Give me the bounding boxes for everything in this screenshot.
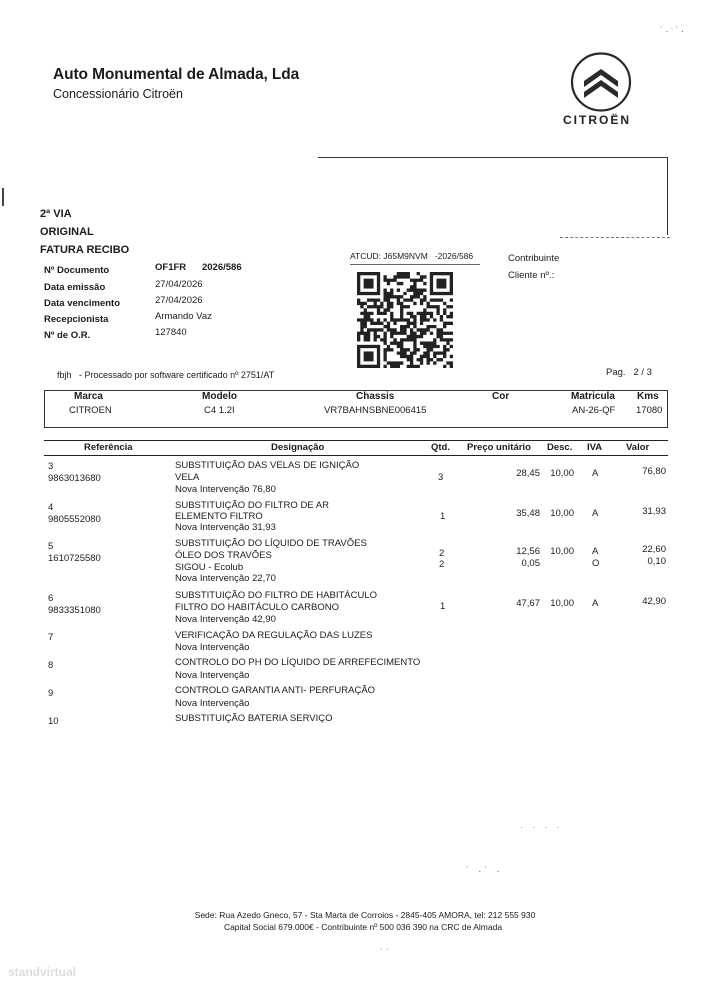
scan-specks: ˙ ·˙ · [466, 866, 503, 877]
issue-date-value: 27/04/2026 [155, 279, 203, 290]
qr-code-icon [357, 272, 453, 368]
row-line-qty: 2 [439, 559, 445, 570]
row-line-designation: SIGOU - Ecolub [175, 562, 244, 573]
doc-number-value: OF1FR 2026/586 [155, 262, 242, 273]
row-line-vat: A [592, 598, 599, 609]
row-title: SUBSTITUIÇÃO DO LÍQUIDO DE TRAVÕES [175, 538, 367, 549]
row-line-price: 35,48 [516, 508, 540, 519]
row-line-designation: VELA [175, 472, 200, 483]
scan-specks: ˙ ˙ [380, 948, 390, 959]
punch-mark [2, 188, 4, 206]
row-intervention: Nova Intervenção 31,93 [175, 522, 276, 533]
row-line-discount: 10,00 [550, 508, 574, 519]
row-line-qty: 2 [439, 548, 445, 559]
row-reference: 1610725580 [48, 553, 101, 564]
row-title: VERIFICAÇÃO DA REGULAÇÃO DAS LUZES [175, 630, 373, 641]
doc-number-label: Nº Documento [44, 265, 110, 276]
citroen-logo-icon [570, 52, 632, 112]
watermark: standvirtual [8, 965, 77, 979]
row-intervention: Nova Intervenção [175, 670, 250, 681]
row-title: SUBSTITUIÇÃO DAS VELAS DE IGNIÇÃO [175, 460, 360, 471]
original-label: ORIGINAL [40, 226, 94, 238]
row-title: CONTROLO GARANTIA ANTI- PERFURAÇÃO [175, 685, 376, 696]
row-number: 9 [48, 688, 54, 699]
row-line-vat: O [592, 558, 600, 569]
row-title: SUBSTITUIÇÃO DO FILTRO DE HABITÁCULO [175, 590, 377, 601]
items-header-preco: Preço unitário [467, 442, 531, 453]
row-number: 7 [48, 632, 54, 643]
brand-wordmark: CITROËN [563, 113, 631, 127]
vehicle-chassis: VR7BAHNSBNE006415 [324, 405, 427, 416]
items-header-valor: Valor [626, 442, 650, 453]
items-header-desc: Desc. [547, 442, 573, 453]
receptionist-value: Armando Vaz [155, 311, 212, 322]
footer-capital: Capital Social 679.000€ - Contribuinte nº 500 036 390 na CRC de Almada [223, 922, 503, 932]
row-line-value: 42,90 [642, 596, 666, 607]
row-line-qty: 1 [440, 511, 446, 522]
vehicle-kms: 17080 [636, 405, 663, 416]
vehicle-header-matricula: Matricula [571, 391, 615, 402]
row-title: SUBSTITUIÇÃO DO FILTRO DE AR [175, 500, 329, 511]
vehicle-marca: CITROEN [69, 405, 112, 416]
row-number: 4 [48, 502, 54, 513]
scan-specks: ˙·ˑ˙· [660, 26, 687, 37]
row-number: 3 [48, 461, 54, 472]
receptionist-label: Recepcionista [44, 314, 109, 325]
row-number: 8 [48, 660, 54, 671]
row-line-value: 0,10 [647, 556, 666, 567]
row-intervention: Nova Intervenção 76,80 [175, 484, 276, 495]
vehicle-header-kms: Kms [637, 391, 659, 402]
row-line-vat: A [592, 546, 599, 557]
document-type: FATURA RECIBO [40, 244, 130, 256]
row-line-designation: ELEMENTO FILTRO [175, 511, 263, 522]
row-title: SUBSTITUIÇÃO BATERIA SERVIÇO [175, 713, 333, 724]
row-line-value: 76,80 [642, 466, 666, 477]
row-line-price: 47,67 [516, 598, 540, 609]
processing-note: fbjh - Processado por software certificado nº 2751/AT [57, 370, 275, 380]
row-intervention: Nova Intervenção 42,90 [175, 614, 276, 625]
row-intervention: Nova Intervenção [175, 642, 250, 653]
vehicle-header-modelo: Modelo [202, 391, 237, 402]
vehicle-matricula: AN-26-QF [572, 405, 616, 416]
vehicle-header-marca: Marca [74, 391, 103, 402]
row-line-value: 31,93 [642, 506, 666, 517]
client-address-box [318, 157, 668, 235]
row-reference: 9805552080 [48, 514, 101, 525]
items-header-qtd: Qtd. [431, 442, 450, 453]
row-number: 10 [48, 716, 59, 727]
row-reference: 9863013680 [48, 473, 101, 484]
row-number: 6 [48, 593, 54, 604]
items-header-iva: IVA [587, 442, 603, 453]
row-number: 5 [48, 541, 54, 552]
atcud-code: ATCUD: J65M9NVM -2026/586 [350, 251, 474, 261]
row-line-qty: 3 [438, 472, 444, 483]
due-date-value: 27/04/2026 [155, 295, 203, 306]
vehicle-modelo: C4 1.2I [204, 405, 235, 416]
due-date-label: Data vencimento [44, 298, 121, 309]
items-header-ref: Referência [84, 442, 133, 453]
or-number-label: Nº de O.R. [44, 330, 91, 341]
vehicle-header-cor: Cor [492, 391, 510, 402]
or-number-value: 127840 [155, 327, 187, 338]
company-name: Auto Monumental de Almada, Lda [53, 66, 300, 83]
page-number: Pag. 2 / 3 [606, 367, 652, 378]
row-line-discount: 10,00 [550, 598, 574, 609]
items-header-des: Designação [271, 442, 325, 453]
copy-label: 2ª VIA [40, 208, 72, 220]
issue-date-label: Data emissão [44, 282, 106, 293]
row-line-price: 28,45 [516, 468, 540, 479]
row-line-price: 12,56 [516, 546, 540, 557]
row-line-vat: A [592, 508, 599, 519]
client-box-divider [560, 237, 670, 238]
row-line-qty: 1 [440, 601, 446, 612]
company-subtitle: Concessionário Citroën [53, 87, 183, 101]
row-line-discount: 10,00 [550, 468, 574, 479]
items-header-rule [44, 455, 668, 456]
cliente-label: Cliente nº.: [508, 270, 555, 281]
row-line-value: 22,60 [642, 544, 666, 555]
row-line-price: 0,05 [521, 558, 540, 569]
row-intervention: Nova Intervenção 22,70 [175, 573, 276, 584]
row-line-discount: 10,00 [550, 546, 574, 557]
row-intervention: Nova Intervenção [175, 698, 250, 709]
row-line-vat: A [592, 468, 599, 479]
vehicle-header-chassis: Chassis [356, 391, 395, 402]
footer-address: Sede: Rua Azedo Gneco, 57 - Sta Marta de Corroios - 2845-405 AMORA, tel: 212 555 930 [194, 910, 536, 920]
row-line-designation: FILTRO DO HABITÁCULO CARBONO [175, 602, 339, 613]
scan-specks: · · · · [520, 822, 563, 833]
row-title: CONTROLO DO PH DO LÍQUIDO DE ARREFECIMENTO [175, 657, 421, 668]
items-top-rule [44, 440, 668, 441]
row-line-designation: ÓLEO DOS TRAVÕES [175, 550, 272, 561]
row-reference: 9833351080 [48, 605, 101, 616]
atcud-underline [350, 264, 480, 265]
contribuinte-label: Contribuinte [508, 253, 560, 264]
